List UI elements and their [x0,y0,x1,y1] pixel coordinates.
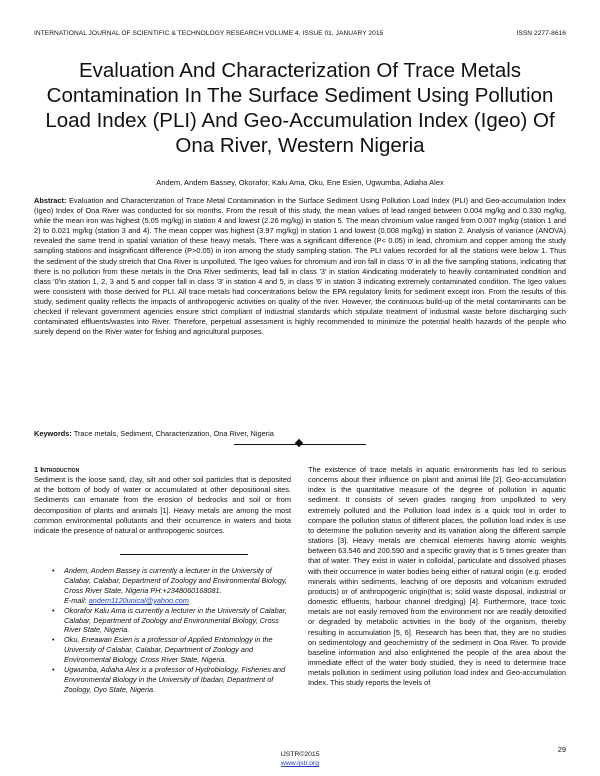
abstract [34,196,566,337]
email-link[interactable]: andem1120unical@yahoo.com [88,595,189,605]
left-column [34,465,291,536]
footnote [52,606,292,636]
issn: ISSN 2277-8616 [516,30,566,37]
footnote [52,566,292,606]
divider-diamond-icon [295,439,303,447]
running-header [34,30,566,40]
abstract-text: Evaluation and Characterization of Trace Metal Contamination in the Surface Sediment Using Pollution Load Index (PLI) and Geo-accumulation Index (Igeo) Index of Ona River was conducted for six months. From the result of this study, the mean values of lead ranged between 0.004 mg/kg and 0.330 mg/kg, while the mean iron was highest (5.05 mg/kg) in station 4 and lowest (2.26 mg/kg) in station 5. The mean chromium value ranged from 0.007 mg/kg (station 1 and 2) to 0.021 mg/kg (station 3 and 4). The mean copper was highest (3.97 mg/kg) in station 1 and lowest (0.008 mg/kg) in station 2. Analysis of variance (ANOVA) revealed the same trend in spatial variation of these heavy metals. There was a significant difference (P< 0.05) in lead, chromium and copper among the study sampling stations and insignificant difference (P>0.05) in iron among the study sampling station. The PLI values recorded for all the stations were below 1. Thus the sediment of the study stretch that Ona River is unpolluted. The Igeo values for chromium and iron fall in class '0' in all the five sampling stations, indicating that there is no pollution from these metals in the Ona River sediments, lead fall in class '3' in station 4indicating moderately to heavily contaminated condition and class '0'in station 1, 2, 3 and 5 and copper fall in class '3' in station 4 and 5, in class '6' in station 3 indicating extremely contaminated condition. The Igeo values were consistent with those derived for PLI. All trace metals had concentrations below the EPA regulatory limits for sediment except iron. From the results of this study, sediment quality reflects the impacts of anthropogenic activities on quality of the river. However, the continuous build-up of the metal contaminants can be checked if relevant government agencies ensure strict compliant of industrial standards which stipulate treatment of industrial waste before discharging such contaminated effluents/wastes into River. Therefore, perpetual assessment is highly recommended to minimize the potential health hazards of the people who surely depend on the River water for fishing and agricultural purposes. [34,196,566,337]
keywords-label: Keywords: [34,429,72,438]
footnote-text: Ugwumba, Adiaha Alex is a professor of Hydrobiology, Fisheries and Environmental Biology in the University of Ibadan, Department of Zoology, Oyo State, Nigeria. [64,665,286,694]
keywords-text: Trace metals, Sediment, Characterization, Ona River, Nigeria [73,429,274,438]
abstract-label: Abstract: [34,196,67,205]
footnote-text: Andem, Andem Bassey is currently a lecturer in the University of Calabar, Calabar, Department of Zoology and Environmental Biology, Cross River State, Nigeria PH:+2348060168081. [64,566,287,595]
footnote [52,635,292,665]
intro-paragraph-left: Sediment is the loose sand, clay, silt and other soil particles that is deposited at the bottom of body of water or accumulated at other depositional sites. Sediments can emanate from the erosion of bedrocks and soil or from decomposition of plants and animals [1]. Heavy metals are among the most common environmental pollutants and their occurrence in waters and biota indicate the presence of natural or anthropogenic sources. [34,475,291,535]
author-footnotes [52,566,292,695]
section-title: Introduction [40,465,80,474]
intro-paragraph-right: The existence of trace metals in aquatic environments has led to serious concerns about their influence on plant and animal life [2]. Geo-accumulation index is the quantitative measure of the degree of pollution in aquatic sediment. It consists of seven grades ranging from unpolluted to very extremely polluted and the Pollution load index is a quick tool in order to compare the pollution status of different places, the pollution load index is use to determine the pollution severity and its variation along the different sample stations [3]. Heavy metals are chemical elements having atomic weights between 63.546 and 200.590 and a specific gravity that is 5 times greater than that of water. They exist in water in colloidal, particulate and dissolved phases with their occurrence in water bodies being either of natural origin (e.g. eroded minerals within sediments, leaching of ore deposits and volcanism extruded products) or of anthropogenic origin(that is; solid waste disposal, industrial or domestic effluents, harbour channel dredging) [4]. Furthermore, trace toxic metals are not easily removed from the environment nor are readily detoxified or degraded by metabolic activities in the body of the organism, thereby resulting in accumulation [5, 6]. Research has been that, they are no studies on sedimentology and geochemistry of the sediment in Ona River. To provide baseline information and also enlightened the people of the area about the immediate effect of the water body studied, they is need to determine trace metals pollution in sediment using pollution load index and Geo-accumulation Index. This study reports the levels of [308,465,566,688]
bullet-icon: • [52,635,55,645]
page-footer [0,750,600,768]
email-label: E-mail: [64,595,89,605]
bullet-icon: • [52,566,55,575]
right-column [308,465,566,688]
journal-name: INTERNATIONAL JOURNAL OF SCIENTIFIC & TECHNOLOGY RESEARCH VOLUME 4, ISSUE 01, JANUARY 2015 [34,30,384,37]
footer-code: IJSTR©2015 [280,751,320,758]
section-heading [34,465,291,475]
keywords [34,429,566,439]
bullet-icon: • [52,665,55,675]
footnote-text: Oku, Eneawan Esien is a professor of Applied Entomology in the University of Calabar, Calabar, Department of Zoology and Environmental Biology, Cross River State, Nigeria. [64,635,273,665]
page-number: 29 [557,745,566,754]
paper-title: Evaluation And Characterization Of Trace Metals Contamination In The Surface Sediment Using Pollution Load Index (PLI) And Geo-Accumulation Index (Igeo) Of Ona River, Western Nigeria [45,59,555,157]
footnote-rule [120,554,248,555]
email-line [64,596,292,606]
bullet-icon: • [52,605,55,615]
footer-url-link[interactable]: www.ijstr.org [280,760,320,767]
author-list: Andem, Andem Bassey, Okorafor, Kalu Ama, Oku, Ene Esien, Ugwumba, Adiaha Alex [156,178,444,187]
section-number: 1 [34,465,39,474]
footnote-text: Okorafor Kalu Ama is currently a lecturer in the University of Calabar, Calabar, Department of Zoology and Environmental Biology, Cross River State, Nigeria. [64,605,287,635]
footnote [52,665,292,695]
